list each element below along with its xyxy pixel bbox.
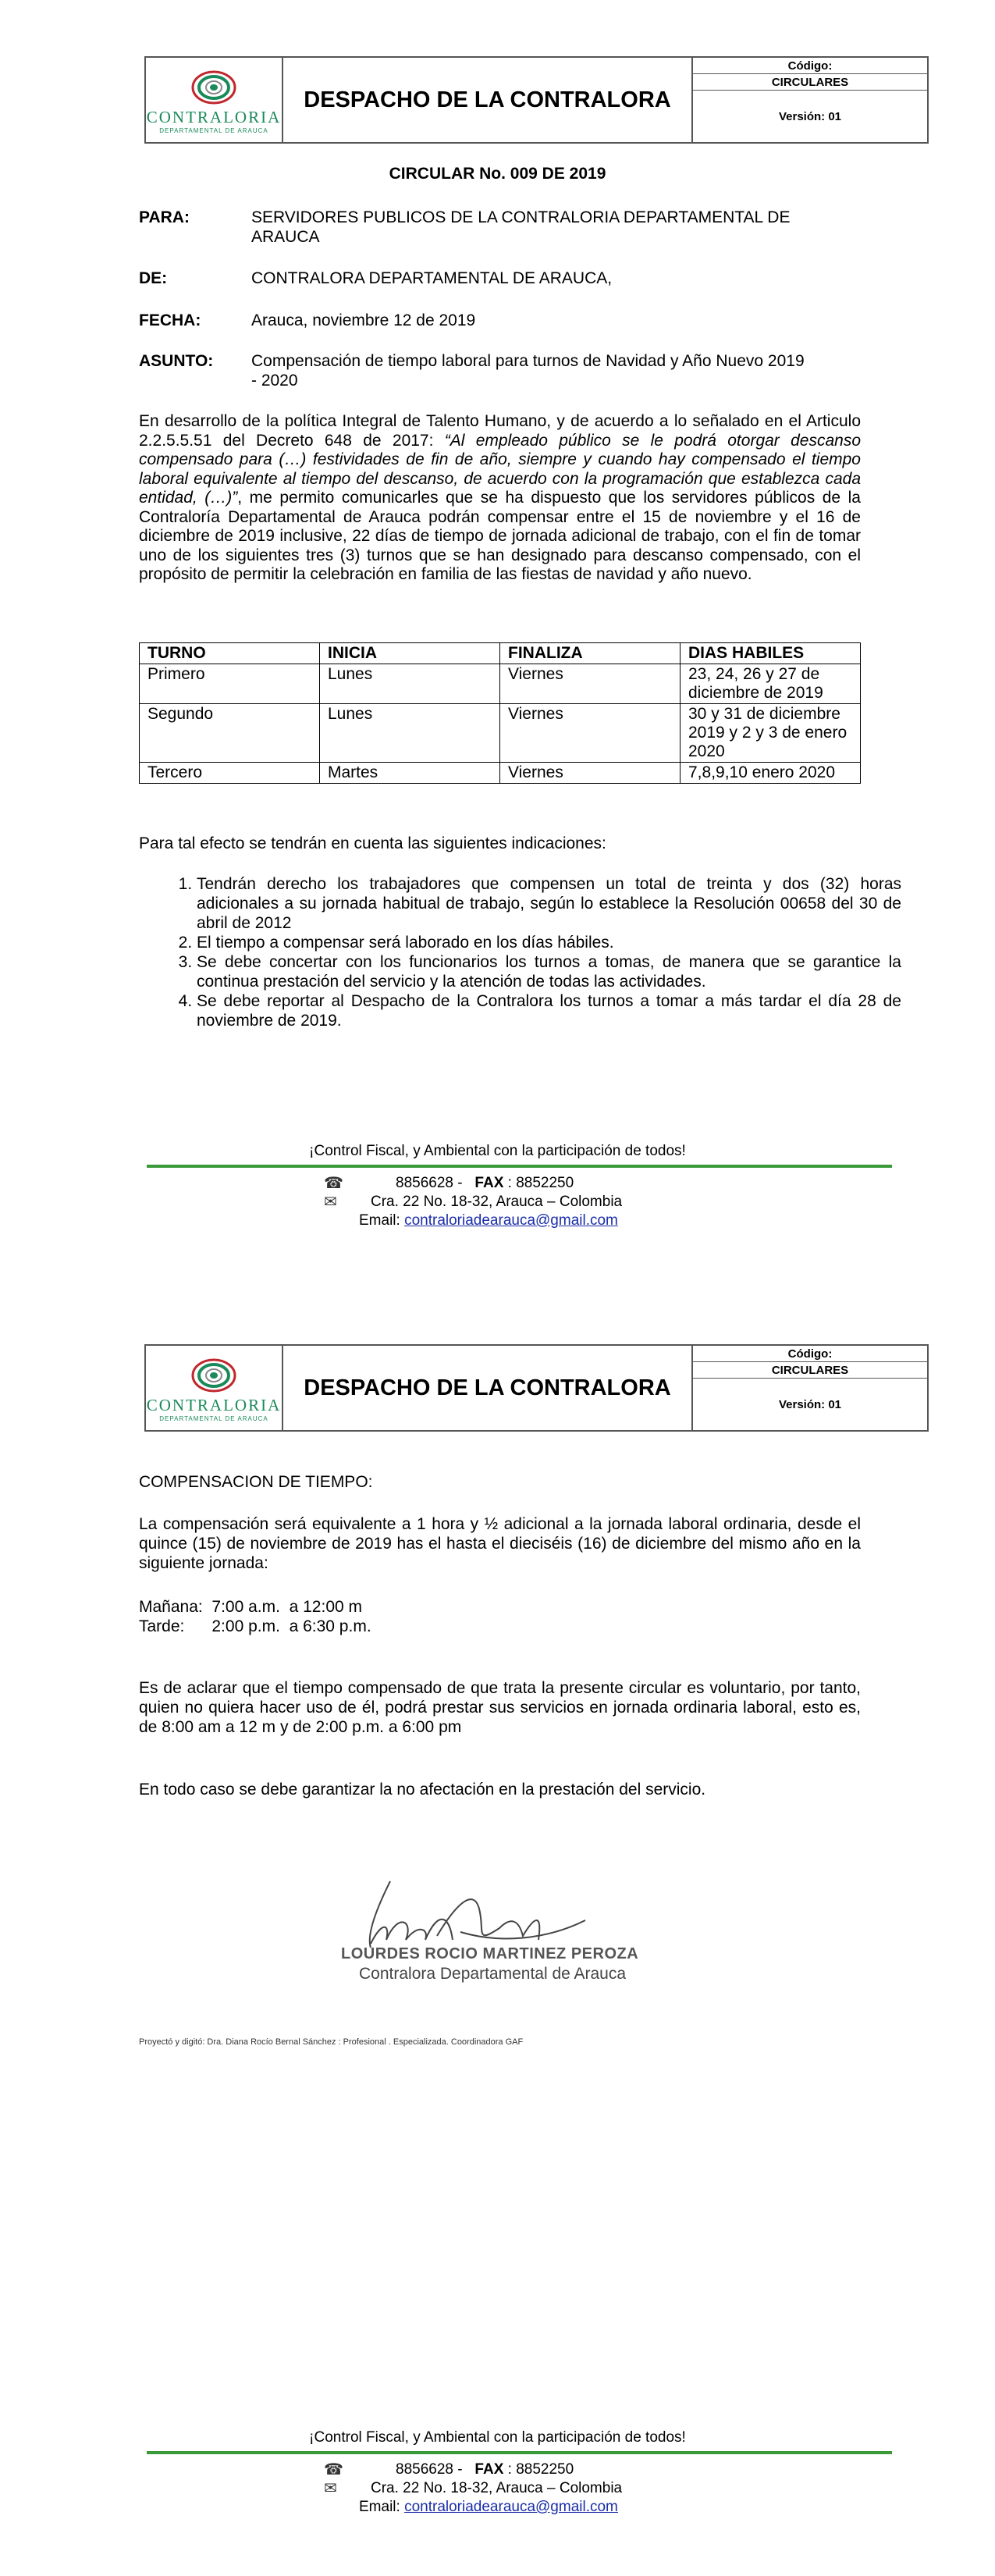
indicaciones-list [156, 874, 901, 1030]
list-item: 3. Se debe concertar con los funcionarios los turnos a tomas, de manera que se garantice la continua prestación del servicio y la atención de todas las actividades. [197, 952, 901, 991]
proyecto-note: Proyectó y digitó: Dra. Diana Rocío Bernal Sánchez : Profesional . Especializada. Coordinadora GAF [139, 2037, 524, 2047]
list-item: 1. Tendrán derecho los trabajadores que compensen un total de treinta y dos (32) horas adicionales a su jornada habitual de trabajo, según lo establece la Resolución 00658 del 30 de abril de 2012 [197, 874, 901, 933]
list-item: 4. Se debe reportar al Despacho de la Contralora los turnos a tomar a más tardar el día 28 de noviembre de 2019. [197, 991, 901, 1030]
codigo-value: CIRCULARES [693, 74, 927, 91]
body-post: , me permito comunicarles que se ha dispuesto que los servidores públicos de la Contraloría Departamental de Arauca podrán compensar entre el 15 de noviembre y el 16 de diciembre de 2019 inclusive, 22 días de tiempo de jornada adicional de trabajo, con el fin de tomar uno de los siguientes tres (3) turnos que se han designado para descanso compensado, con el propósito de permitir la celebración en familia de las fiestas de navidad y año nuevo. [139, 489, 861, 583]
indicaciones-intro: Para tal efecto se tendrán en cuenta las siguientes indicaciones: [139, 834, 606, 852]
fecha-label: FECHA: [139, 311, 201, 329]
address-row [324, 1193, 652, 1212]
para-label: PARA: [139, 208, 190, 226]
header-meta [693, 1346, 927, 1430]
para-value-line-1: SERVIDORES PUBLICOS DE LA CONTRALORIA DEPARTAMENTAL DE [251, 208, 791, 226]
fax-label: FAX [474, 1175, 504, 1191]
document-header [144, 56, 929, 144]
version-label: Versión: 01 [778, 1397, 842, 1411]
garantia-paragraph: En todo caso se debe garantizar la no afectación en la prestación del servicio. [139, 1781, 706, 1799]
table-cell: 23, 24, 26 y 27 de diciembre de 2019 [681, 664, 861, 704]
table-cell: Lunes [320, 664, 500, 704]
table-cell: 30 y 31 de diciembre 2019 y 2 y 3 de enero 2020 [681, 704, 861, 763]
address-value: Cra. 22 No. 18-32, Arauca – Colombia [371, 1194, 623, 1210]
table-cell: Segundo [140, 704, 320, 763]
logo-emblem-icon [190, 1354, 238, 1394]
compensacion-heading: COMPENSACION DE TIEMPO: [139, 1473, 373, 1491]
schedule-morning: Mañana: 7:00 a.m. a 12:00 m [139, 1598, 363, 1616]
footer-slogan: ¡Control Fiscal, y Ambiental con la participación de todos! [309, 1143, 686, 1159]
phone-value: 8856628 - [396, 2461, 463, 2478]
envelope-icon: ✉ [324, 2480, 337, 2497]
logo-subtitle: DEPARTAMENTAL DE ARAUCA [159, 127, 268, 134]
table-cell: Tercero [140, 763, 320, 784]
list-item: 2. El tiempo a compensar será laborado en los días hábiles. [197, 933, 901, 952]
email-label: Email: [359, 2499, 400, 2515]
email-label: Email: [359, 1212, 400, 1229]
logo-subtitle: DEPARTAMENTAL DE ARAUCA [159, 1415, 268, 1422]
email-row [324, 2498, 652, 2517]
table-cell: Lunes [320, 704, 500, 763]
asunto-value-line-2: - 2020 [251, 372, 298, 390]
circular-number: CIRCULAR No. 009 DE 2019 [389, 165, 606, 183]
table-row [140, 664, 861, 704]
logo-name: CONTRALORIA [146, 1396, 282, 1414]
address-value: Cra. 22 No. 18-32, Arauca – Colombia [371, 2480, 623, 2496]
compensacion-paragraph: La compensación será equivalente a 1 hora y ½ adicional a la jornada laboral ordinaria, desde el quince (15) de noviembre de 2019 has el hasta el dieciséis (16) de diciembre del mismo año en la siguiente jornada: [139, 1515, 861, 1572]
footer-rule [147, 2451, 892, 2454]
table-header-cell: DIAS HABILES [681, 643, 861, 664]
table-cell: Martes [320, 763, 500, 784]
fax-label: FAX [474, 2461, 504, 2478]
table-header-row [140, 643, 861, 664]
header-meta [693, 58, 927, 142]
footer-slogan: ¡Control Fiscal, y Ambiental con la participación de todos! [309, 2429, 686, 2446]
para-value-line-2: ARAUCA [251, 228, 320, 246]
table-header-cell: TURNO [140, 643, 320, 664]
signer-role: Contralora Departamental de Arauca [359, 1965, 627, 1983]
de-value: CONTRALORA DEPARTAMENTAL DE ARAUCA, [251, 269, 613, 287]
footer-contact [324, 2460, 652, 2517]
header-title: DESPACHO DE LA CONTRALORA [283, 58, 693, 142]
fax-value: : 8852250 [507, 2461, 574, 2478]
table-cell: Primero [140, 664, 320, 704]
address-row [324, 2479, 652, 2498]
table-header-cell: FINALIZA [500, 643, 681, 664]
document-header [144, 1344, 929, 1432]
phone-row [324, 2460, 652, 2479]
codigo-label: Código: [693, 1346, 927, 1362]
aclaracion-paragraph: Es de aclarar que el tiempo compensado de que trata la presente circular es voluntario, por tanto, quien no quiera hacer uso de él, podrá prestar sus servicios en jornada ordinaria laboral, esto es, de 8:00 am a 12 m y de 2:00 p.m. a 6:00 pm [139, 1679, 861, 1736]
logo-emblem-icon [190, 66, 238, 106]
contraloria-logo [146, 58, 283, 142]
phone-value: 8856628 - [396, 1175, 463, 1191]
header-title: DESPACHO DE LA CONTRALORA [283, 1346, 693, 1430]
turnos-table [139, 642, 861, 784]
body-quote: “Al empleado público se le podrá otorgar descanso compensado para (…) festividades de fin de año, siempre y cuando hay compensado el tiempo laboral equivalente al tiempo del descanso, de acuerdo con la programación que establezca cada entidad, (…)” [139, 431, 861, 507]
page-2 [0, 1288, 995, 2576]
table-cell: Viernes [500, 704, 681, 763]
phone-row [324, 1174, 652, 1193]
de-label: DE: [139, 269, 168, 287]
fax-value: : 8852250 [507, 1175, 574, 1191]
email-link[interactable]: contraloriadearauca@gmail.com [404, 2499, 618, 2515]
email-row [324, 1212, 652, 1230]
logo-name: CONTRALORIA [146, 108, 282, 126]
table-cell: Viernes [500, 664, 681, 704]
signer-name: LOURDES ROCIO MARTINEZ PEROZA [341, 1945, 639, 1962]
asunto-label: ASUNTO: [139, 352, 214, 370]
body-paragraph [139, 412, 861, 585]
footer-contact [324, 1174, 652, 1230]
footer-rule [147, 1165, 892, 1168]
email-link[interactable]: contraloriadearauca@gmail.com [404, 1212, 618, 1229]
schedule-afternoon: Tarde: 2:00 p.m. a 6:30 p.m. [139, 1617, 371, 1635]
asunto-value-line-1: Compensación de tiempo laboral para turnos de Navidad y Año Nuevo 2019 [251, 352, 805, 370]
body-pre: En desarrollo de la política Integral de Talento Humano, y de acuerdo a lo señalado en el Articulo 2.2.5.5.51 del Decreto 648 de 2017: [139, 412, 861, 450]
table-row [140, 704, 861, 763]
envelope-icon: ✉ [324, 1194, 337, 1211]
codigo-value: CIRCULARES [693, 1362, 927, 1379]
table-cell: Viernes [500, 763, 681, 784]
phone-icon: ☎ [324, 1175, 343, 1192]
fecha-value: Arauca, noviembre 12 de 2019 [251, 311, 476, 329]
codigo-label: Código: [693, 58, 927, 74]
table-row [140, 763, 861, 784]
table-header-cell: INICIA [320, 643, 500, 664]
table-cell: 7,8,9,10 enero 2020 [681, 763, 861, 784]
phone-icon: ☎ [324, 2461, 343, 2478]
contraloria-logo [146, 1346, 283, 1430]
version-label: Versión: 01 [778, 109, 842, 123]
